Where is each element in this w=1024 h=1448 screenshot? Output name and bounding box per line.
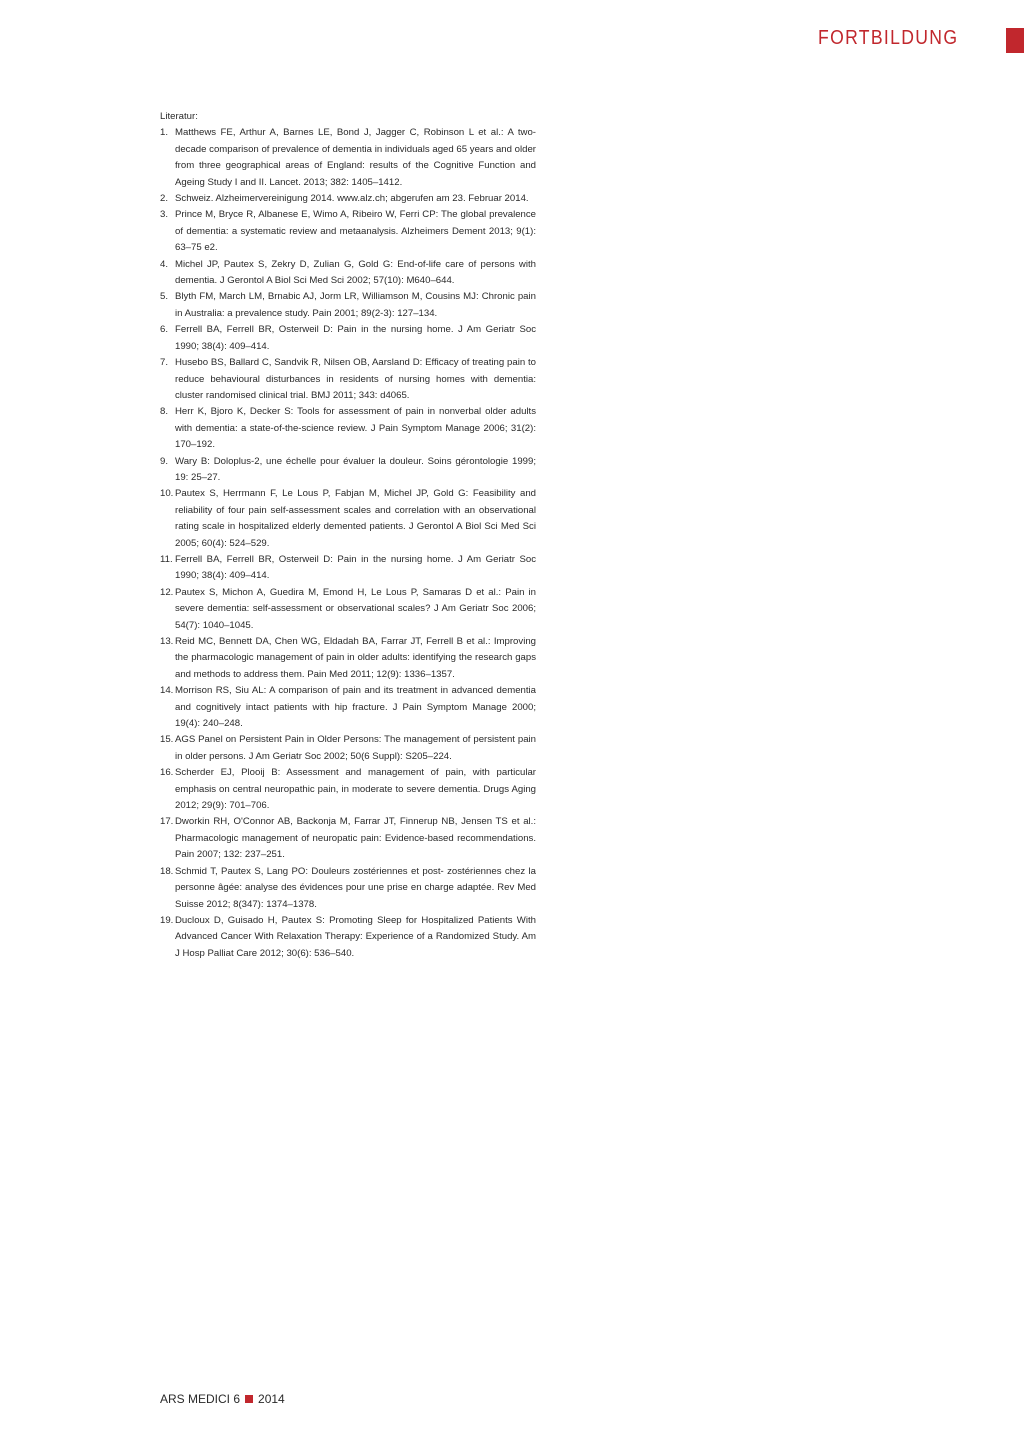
reference-text: AGS Panel on Persistent Pain in Older Persons: The management of persistent pain in older persons. J Am Geriatr Soc 2002; 50(6 Suppl): S205–224. <box>175 734 536 762</box>
reference-item <box>160 355 536 404</box>
reference-number: 13. <box>160 636 174 647</box>
reference-item <box>160 634 536 683</box>
reference-text: Herr K, Bjoro K, Decker S: Tools for assessment of pain in nonverbal older adults with dementia: a state-of-the-science review. J Pain Symptom Manage 2006; 31(2): 170–192. <box>175 406 536 451</box>
reference-number: 6. <box>160 324 169 336</box>
reference-item <box>160 683 536 732</box>
reference-item <box>160 585 536 634</box>
footer-year: 2014 <box>258 1392 285 1406</box>
reference-number: 10. <box>160 488 174 500</box>
reference-item <box>160 191 536 207</box>
reference-text: Ducloux D, Guisado H, Pautex S: Promoting Sleep for Hospitalized Patients With Advanced Cancer With Relaxation Therapy: Experience of a Randomized Study. Am J Hosp Palliat Care 2012; 30(6): 536–540. <box>175 914 536 959</box>
reference-item <box>160 322 536 355</box>
footer-square-icon <box>245 1395 253 1403</box>
section-color-block <box>1006 28 1024 53</box>
reference-item <box>160 913 536 962</box>
reference-item <box>160 289 536 322</box>
reference-number: 2. <box>160 193 169 205</box>
reference-text: Reid MC, Bennett DA, Chen WG, Eldadah BA, Farrar JT, Ferrell B et al.: Improving the pharmacologic management of pain in older adults: identifying the research gaps and methods to address them. Pain Med 2011; 12(9): 1336–1357. <box>175 636 536 680</box>
reference-text: Ferrell BA, Ferrell BR, Osterweil D: Pain in the nursing home. J Am Geriatr Soc 1990; 38(4): 409–414. <box>175 553 536 582</box>
reference-text: Pautex S, Herrmann F, Le Lous P, Fabjan M, Michel JP, Gold G: Feasibility and reliability of four pain self-assessment scales and correlation with an observational rating scale in hospitalized elderly demented patients. J Gerontol A Biol Sci Med Sci 2005; 60(4): 524–529. <box>175 488 536 549</box>
reference-item <box>160 404 536 453</box>
reference-number: 8. <box>160 406 169 418</box>
reference-item <box>160 552 536 585</box>
reference-text: Schweiz. Alzheimervereinigung 2014. www.alz.ch; abgerufen am 23. Februar 2014. <box>175 193 529 205</box>
reference-text: Pautex S, Michon A, Guedira M, Emond H, Le Lous P, Samaras D et al.: Pain in severe dementia: self-assessment or observational scales? J Am Geriatr Soc 2006; 54(7): 1040–1045. <box>175 586 536 631</box>
reference-number: 14. <box>160 685 174 697</box>
reference-item <box>160 864 536 913</box>
reference-number: 15. <box>160 734 174 746</box>
reference-number: 18. <box>160 865 174 877</box>
reference-text: Michel JP, Pautex S, Zekry D, Zulian G, Gold G: End-of-life care of persons with dementia. J Gerontol A Biol Sci Med Sci 2002; 57(10): M640–644. <box>175 258 536 287</box>
reference-number: 3. <box>160 209 169 221</box>
reference-number: 4. <box>160 258 169 270</box>
reference-item <box>160 125 536 191</box>
reference-text: Ferrell BA, Ferrell BR, Osterweil D: Pain in the nursing home. J Am Geriatr Soc 1990; 38(4): 409–414. <box>175 324 536 352</box>
footer-journal: ARS MEDICI 6 <box>160 1392 241 1406</box>
reference-text: Morrison RS, Siu AL: A comparison of pain and its treatment in advanced dementia and cognitively intact patients with hip fracture. J Pain Symptom Manage 2000; 19(4): 240–248. <box>175 685 536 730</box>
reference-text: Matthews FE, Arthur A, Barnes LE, Bond J, Jagger C, Robinson L et al.: A two-decade comparison of prevalence of dementia in individuals aged 65 years and older from three geographical areas of England: results of the Cognitive Function and Ageing Study I and II. Lancet. 2013; 382: 1405–1412. <box>175 127 536 188</box>
reference-number: 19. <box>160 914 174 926</box>
reference-text: Prince M, Bryce R, Albanese E, Wimo A, Ribeiro W, Ferri CP: The global prevalence of dementia: a systematic review and metaanalysis. Alzheimers Dement 2013; 9(1): 63–75 e2. <box>175 209 536 254</box>
reference-number: 11. <box>160 553 173 565</box>
reference-item <box>160 207 536 256</box>
reference-number: 5. <box>160 291 169 303</box>
reference-item <box>160 486 536 552</box>
reference-item <box>160 814 536 863</box>
reference-text: Husebo BS, Ballard C, Sandvik R, Nilsen OB, Aarsland D: Efficacy of treating pain to reduce behavioural disturbances in residents of nursing homes with dementia: cluster randomised clinical trial. BMJ 2011; 343: d4065. <box>175 357 536 401</box>
reference-item <box>160 454 536 487</box>
reference-number: 17. <box>160 816 174 828</box>
reference-number: 1. <box>160 127 169 139</box>
references-items <box>160 125 536 962</box>
references-heading: Literatur: <box>160 111 198 122</box>
reference-number: 16. <box>160 767 174 779</box>
reference-number: 7. <box>160 357 169 369</box>
reference-text: Scherder EJ, Plooij B: Assessment and management of pain, with particular emphasis on central neuropathic pain, in moderate to severe dementia. Drugs Aging 2012; 29(9): 701–706. <box>175 767 536 812</box>
reference-item <box>160 257 536 290</box>
reference-number: 12. <box>160 586 174 598</box>
reference-number: 9. <box>160 455 169 467</box>
reference-text: Dworkin RH, O'Connor AB, Backonja M, Farrar JT, Finnerup NB, Jensen TS et al.: Pharmacologic management of neuropatic pain: Evidence-based recommendations. Pain 2007; 132: 237–251. <box>175 816 536 861</box>
reference-text: Blyth FM, March LM, Brnabic AJ, Jorm LR, Williamson M, Cousins MJ: Chronic pain in Australia: a prevalence study. Pain 2001; 89(2-3): 127–134. <box>175 291 536 319</box>
reference-text: Schmid T, Pautex S, Lang PO: Douleurs zostériennes et post- zostériennes chez la personne âgée: analyse des évidences pour une prise en charge adaptée. Rev Med Suisse 2012; 8(347): 1374–1378. <box>175 865 536 910</box>
reference-item <box>160 732 536 765</box>
page-footer <box>160 1392 285 1406</box>
reference-item <box>160 765 536 814</box>
reference-text: Wary B: Doloplus-2, une échelle pour évaluer la douleur. Soins gérontologie 1999; 19: 25–27. <box>175 455 536 483</box>
section-title: FORTBILDUNG <box>818 27 959 49</box>
reference-list <box>160 109 536 962</box>
